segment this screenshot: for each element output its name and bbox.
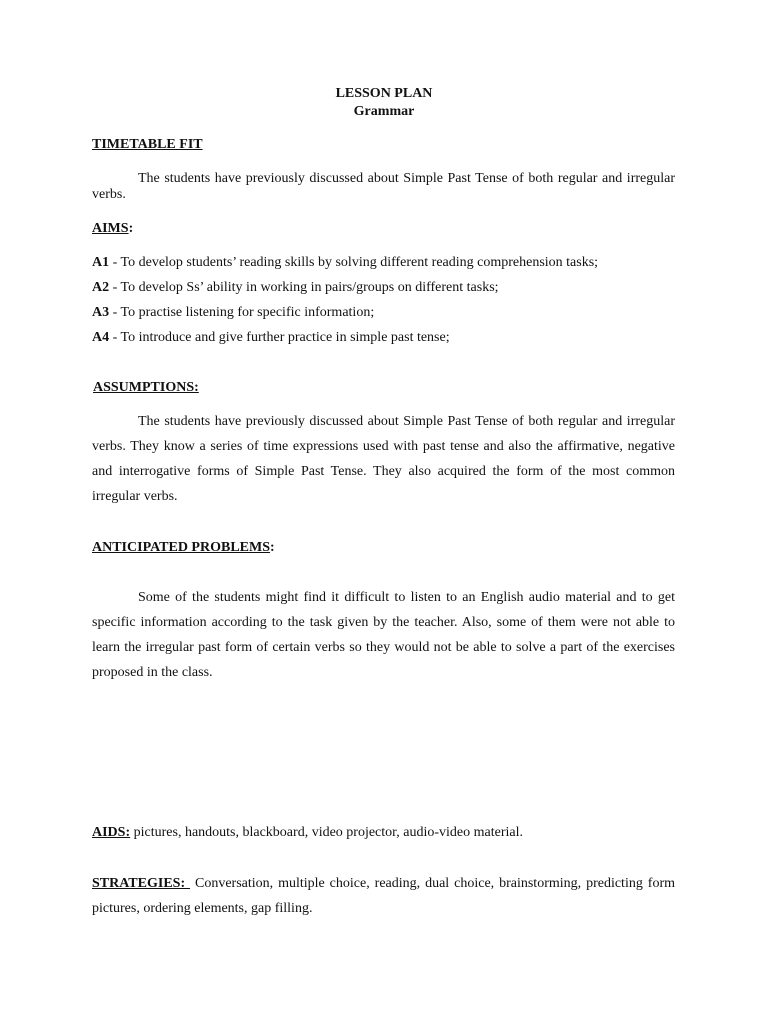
document-subtitle: Grammar [353,104,415,119]
aim-text: - To practise listening for specific information; [109,305,375,320]
problems-heading-text: ANTICIPATED PROBLEMS [92,540,271,555]
aims-heading-colon: : [128,221,134,236]
aim-item-a4 [92,330,450,346]
aims-heading-text: AIMS [92,221,129,236]
document-title: LESSON PLAN [335,86,433,101]
strategies-paragraph [92,871,675,921]
problems-heading-colon: : [270,540,275,555]
aim-code: A2 [92,280,110,295]
aim-text: - To develop Ss’ ability in working in pairs/groups on different tasks; [109,280,499,295]
aim-item-a2 [92,280,499,296]
aims-heading [92,221,133,237]
timetable-heading-text: TIMETABLE FIT [92,137,203,152]
problems-heading [92,540,275,556]
aim-code: A1 [92,255,110,270]
assumptions-heading [93,380,199,396]
aim-text: - To introduce and give further practice in simple past tense; [109,330,450,345]
assumptions-heading-text: ASSUMPTIONS: [93,380,199,395]
aim-item-a3 [92,305,374,321]
problems-paragraph: Some of the students might find it difficult to listen to an English audio material and to get specific information according to the task given by the teacher. Also, some of them were not able to learn the irregular past form of certain verbs so they would not be able to solve a part of the exercises proposed in the class. [92,590,675,680]
timetable-paragraph: The students have previously discussed about Simple Past Tense of both regular and irregular verbs. [92,171,675,202]
aim-text: - To develop students’ reading skills by solving different reading comprehension tasks; [109,255,599,270]
aim-code: A4 [92,330,110,345]
strategies-text: Conversation, multiple choice, reading, dual choice, brainstorming, predicting form pictures, ordering elements, gap filling. [92,876,675,916]
aids-text: pictures, handouts, blackboard, video projector, audio-video material. [130,825,523,840]
strategies-label: STRATEGIES: [92,876,191,891]
aids-label: AIDS: [92,825,131,840]
assumptions-paragraph: The students have previously discussed about Simple Past Tense of both regular and irregular verbs. They know a series of time expressions used with past tense and also the affirmative, negative and interrogative forms of Simple Past Tense. They also acquired the form of the most common irregular verbs. [92,414,675,504]
aim-item-a1 [92,255,598,271]
timetable-heading [92,137,203,153]
aids-line [92,825,675,841]
aim-code: A3 [92,305,110,320]
